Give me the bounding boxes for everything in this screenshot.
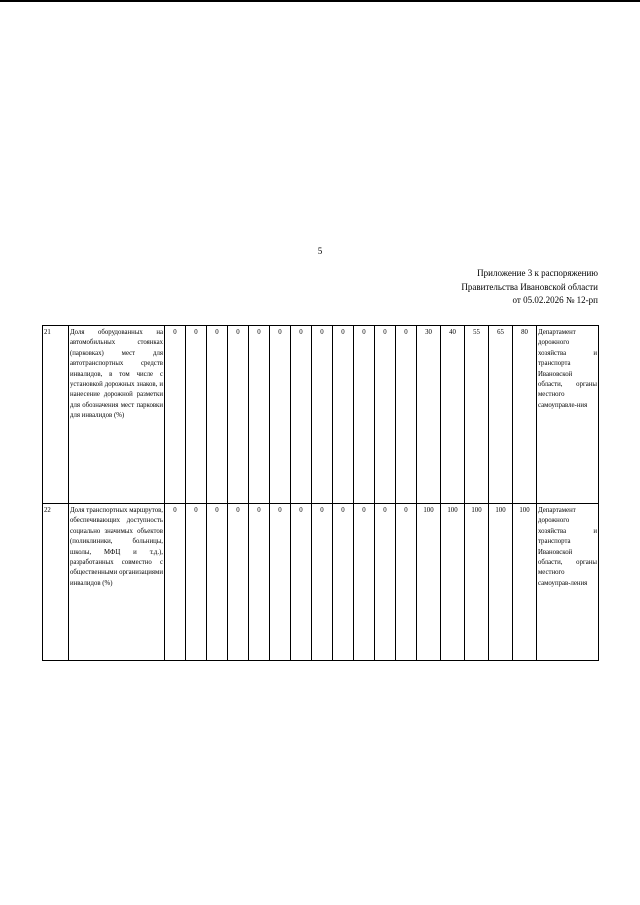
value-cell: 0: [375, 504, 396, 661]
value-cell: 30: [417, 326, 441, 504]
value-cell: 0: [354, 504, 375, 661]
row-number-cell: 21: [43, 326, 69, 504]
value-cell: 0: [312, 326, 333, 504]
annex-heading-line-3: от 05.02.2026 № 12-рп: [512, 295, 598, 305]
table-row: [43, 326, 599, 504]
responsible-department-cell: Департамент дорожного хозяйства и транспорта Ивановской области, органы местного самоуправле-ния: [537, 326, 599, 504]
value-cell: 100: [489, 504, 513, 661]
value-cell: 0: [186, 504, 207, 661]
indicator-description-cell: Доля оборудованных на автомобильных стоянках (парковках) мест для автотранспортных средств инвалидов, в том числе с установкой дорожных знаков, и нанесение дорожной разметки для обозначения мест парковки для инвалидов (%): [69, 326, 165, 504]
value-cell: 0: [333, 504, 354, 661]
value-cell: 80: [513, 326, 537, 504]
value-cell: 40: [441, 326, 465, 504]
value-cell: 0: [249, 326, 270, 504]
value-cell: 100: [441, 504, 465, 661]
value-cell: 0: [228, 326, 249, 504]
value-cell: 0: [165, 326, 186, 504]
indicator-description-cell: Доля транспортных маршрутов, обеспечивающих доступность социально значимых объектов (поликлиники, больницы, школы, МФЦ и т.д.), разработанных совместно с общественными организациями инвалидов (%): [69, 504, 165, 661]
value-cell: 0: [291, 504, 312, 661]
indicators-table: [42, 325, 599, 661]
value-cell: 0: [207, 326, 228, 504]
annex-heading-line-1: Приложение 3 к распоряжению: [477, 268, 598, 278]
value-cell: 0: [312, 504, 333, 661]
value-cell: 55: [465, 326, 489, 504]
value-cell: 0: [228, 504, 249, 661]
page-number: 5: [317, 246, 323, 256]
table-row: [43, 504, 599, 661]
value-cell: 100: [417, 504, 441, 661]
value-cell: 0: [270, 326, 291, 504]
row-number-cell: 22: [43, 504, 69, 661]
responsible-department-cell: Департамент дорожного хозяйства и транспорта Ивановской области, органы местного самоуправ-ления: [537, 504, 599, 661]
value-cell: 0: [354, 326, 375, 504]
value-cell: 100: [465, 504, 489, 661]
value-cell: 0: [207, 504, 228, 661]
value-cell: 0: [165, 504, 186, 661]
value-cell: 100: [513, 504, 537, 661]
value-cell: 0: [396, 326, 417, 504]
annex-heading: [461, 267, 598, 308]
value-cell: 0: [249, 504, 270, 661]
value-cell: 0: [396, 504, 417, 661]
value-cell: 0: [375, 326, 396, 504]
value-cell: 65: [489, 326, 513, 504]
annex-heading-line-2: Правительства Ивановской области: [461, 281, 598, 292]
value-cell: 0: [270, 504, 291, 661]
value-cell: 0: [333, 326, 354, 504]
page-top-border: [0, 0, 640, 2]
value-cell: 0: [291, 326, 312, 504]
value-cell: 0: [186, 326, 207, 504]
